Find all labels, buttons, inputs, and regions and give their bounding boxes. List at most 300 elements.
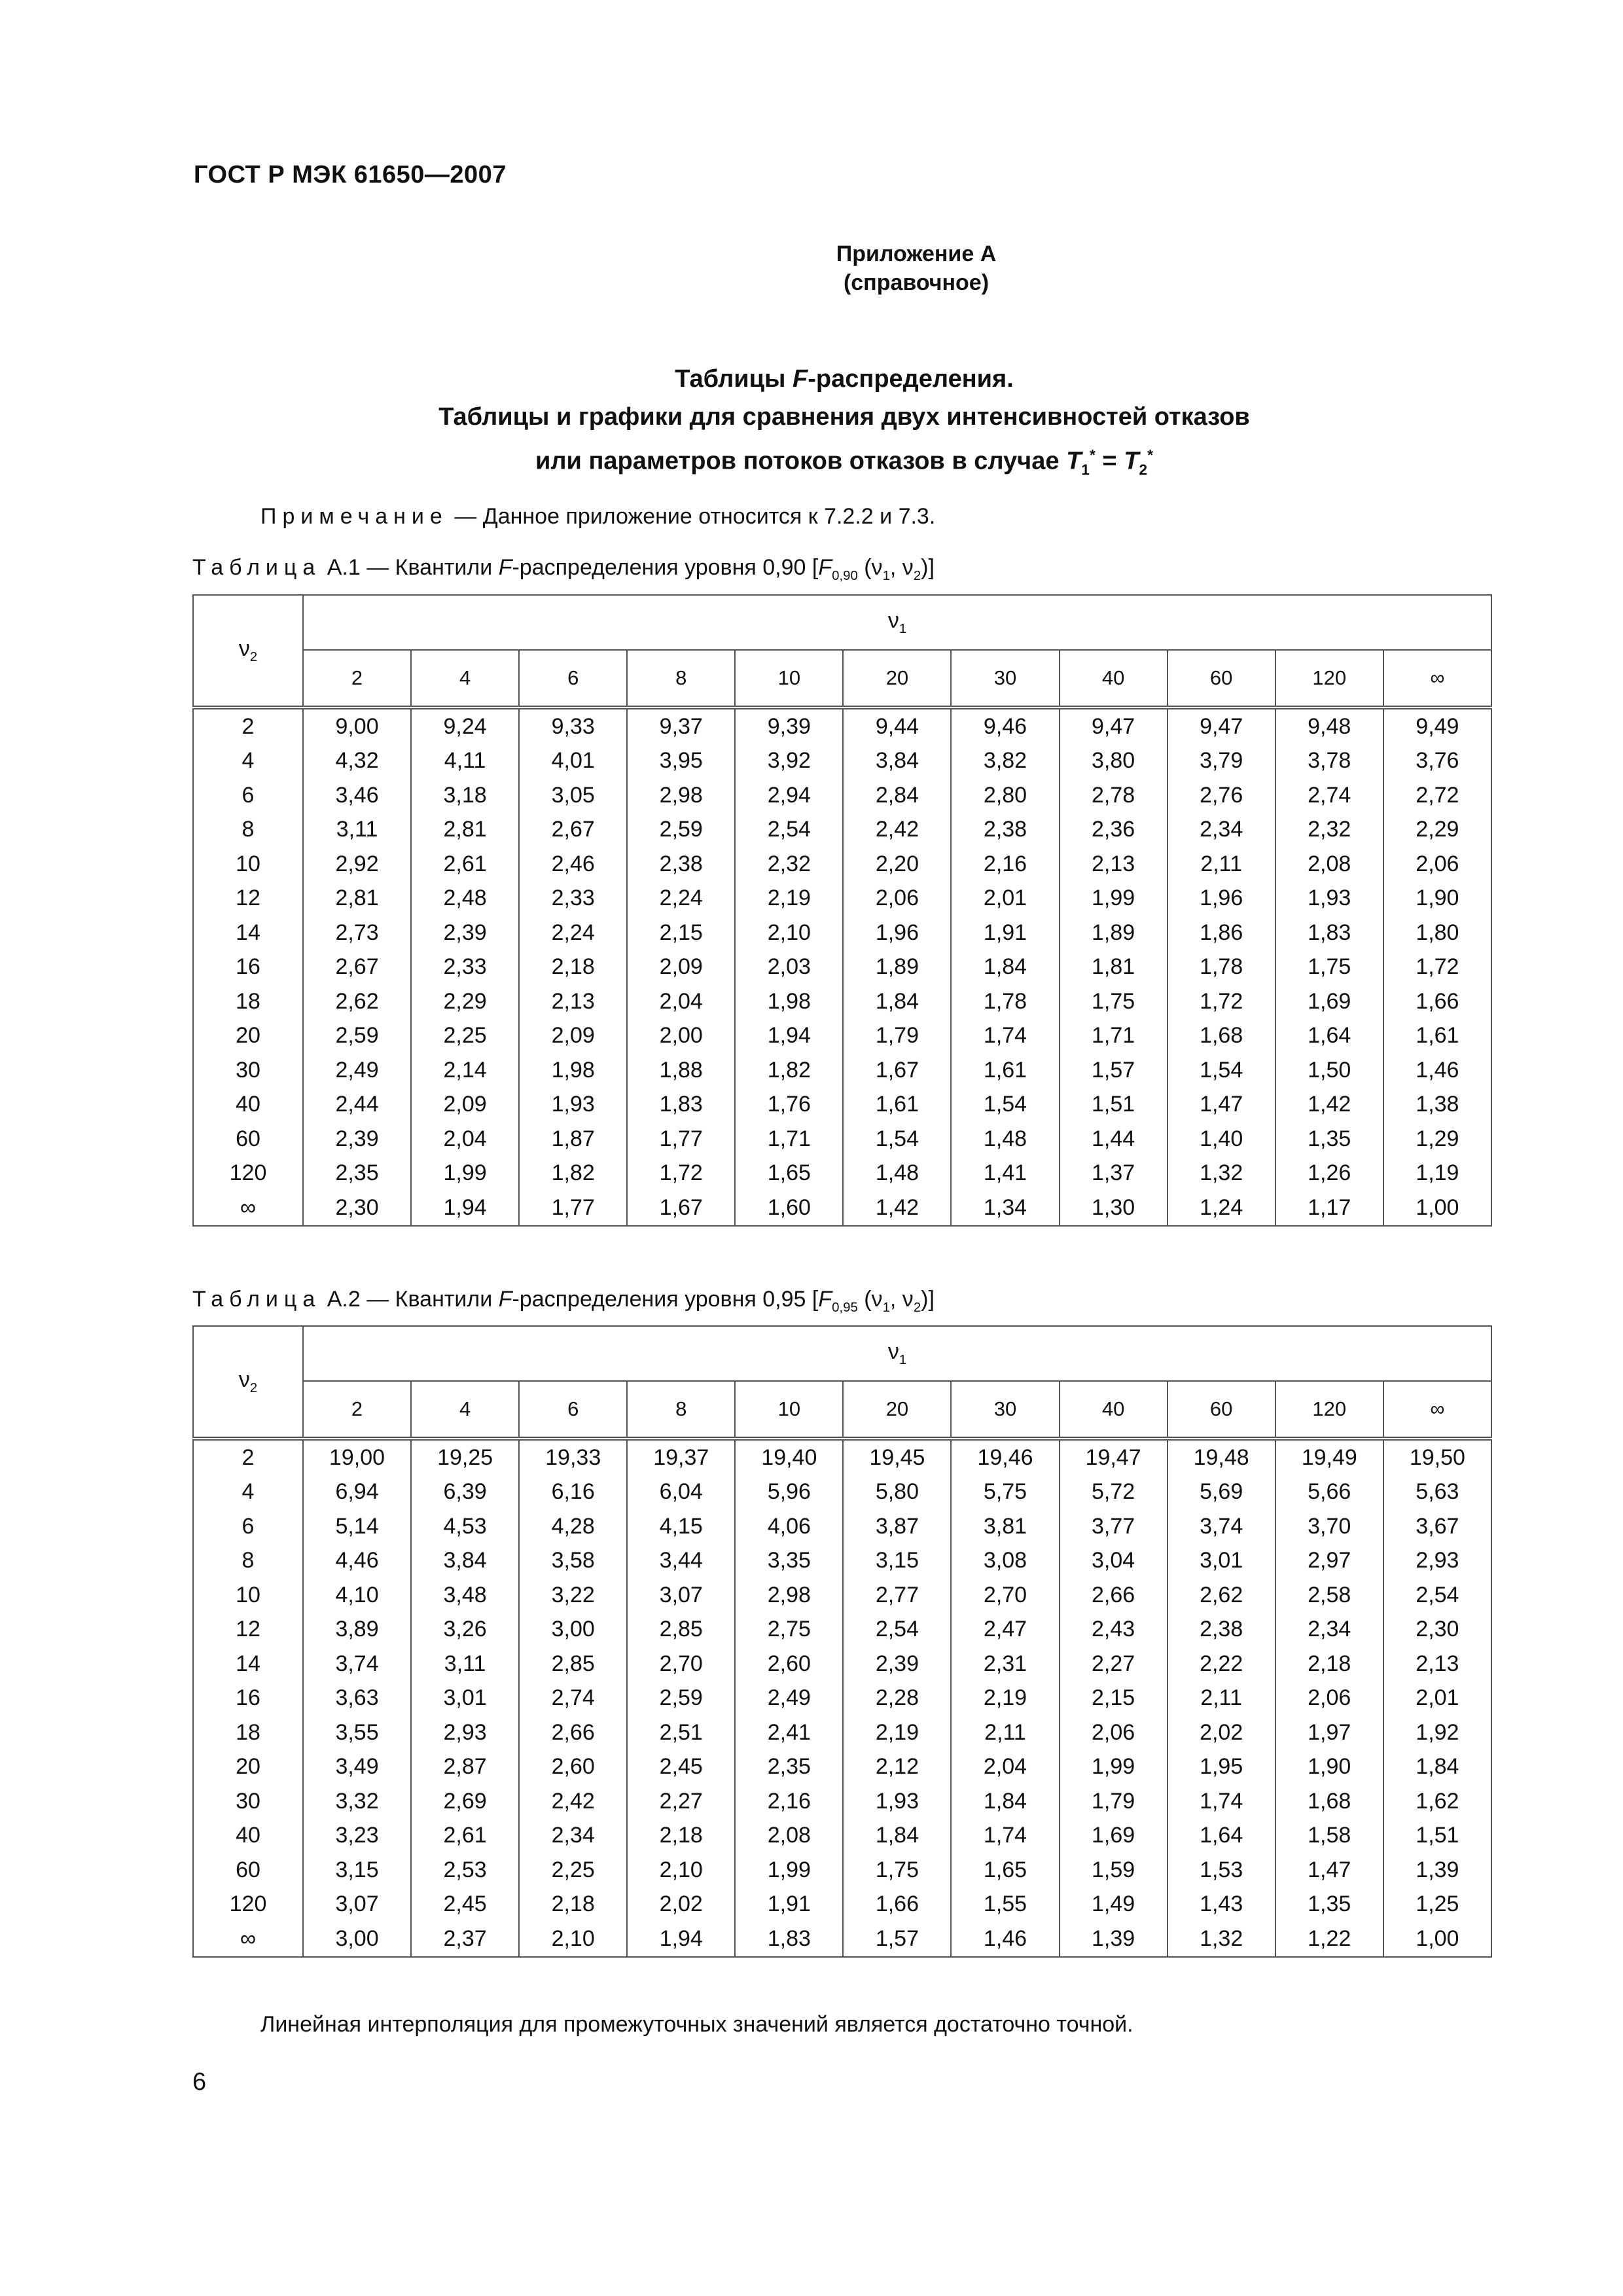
table-cell: 1,72 bbox=[1383, 950, 1491, 985]
table-cell: 1,54 bbox=[951, 1088, 1059, 1122]
table-row bbox=[193, 1613, 1491, 1647]
table-cell: 3,74 bbox=[303, 1647, 411, 1681]
table-cell: 1,59 bbox=[1060, 1853, 1168, 1888]
table-row bbox=[193, 1750, 1491, 1785]
table-cell: 3,76 bbox=[1383, 744, 1491, 779]
table-cell: 5,80 bbox=[843, 1475, 951, 1510]
table-cell: 2,06 bbox=[1275, 1681, 1383, 1716]
table-cell: 1,84 bbox=[1383, 1750, 1491, 1785]
appendix-heading bbox=[0, 240, 1623, 297]
table-cell: 1,39 bbox=[1060, 1922, 1168, 1957]
table-cell: 1,76 bbox=[735, 1088, 843, 1122]
table-cell: 3,15 bbox=[303, 1853, 411, 1888]
table-cell: 5,14 bbox=[303, 1509, 411, 1544]
table-cell: 1,32 bbox=[1168, 1157, 1275, 1191]
table-cell: 2,16 bbox=[951, 847, 1059, 882]
table-row bbox=[193, 1888, 1491, 1922]
table-cell: 2,45 bbox=[627, 1750, 735, 1785]
table-cell: 3,95 bbox=[627, 744, 735, 779]
table-cell: 1,68 bbox=[1275, 1784, 1383, 1819]
table-cell: 19,33 bbox=[519, 1439, 627, 1475]
table-cell: 2,18 bbox=[627, 1819, 735, 1854]
column-header: ∞ bbox=[1383, 1381, 1491, 1439]
table-cell: 1,26 bbox=[1275, 1157, 1383, 1191]
table-cell: 9,37 bbox=[627, 708, 735, 744]
table-row bbox=[193, 1157, 1491, 1191]
table-cell: 2,54 bbox=[843, 1613, 951, 1647]
table-cell: 1,61 bbox=[843, 1088, 951, 1122]
table-cell: 2,18 bbox=[519, 1888, 627, 1922]
table-cell: 1,90 bbox=[1275, 1750, 1383, 1785]
table-cell: 1,42 bbox=[843, 1191, 951, 1226]
table-cell: 1,39 bbox=[1383, 1853, 1491, 1888]
table-cell: 2,34 bbox=[1275, 1613, 1383, 1647]
title-line-1: Таблицы F-распределения. bbox=[675, 365, 1014, 393]
table-cell: 2,94 bbox=[735, 778, 843, 813]
row-label-cell: 4 bbox=[193, 1475, 303, 1510]
table-cell: 2,30 bbox=[1383, 1613, 1491, 1647]
table-cell: 1,22 bbox=[1275, 1922, 1383, 1957]
table-cell: 4,01 bbox=[519, 744, 627, 779]
column-header: 40 bbox=[1060, 650, 1168, 708]
title-line-3: или параметров потоков отказов в случае $T_1^* = T_2^*$ bbox=[535, 446, 1153, 478]
table-cell: 1,74 bbox=[951, 1019, 1059, 1054]
table-cell: 2,24 bbox=[519, 916, 627, 950]
column-header: 20 bbox=[843, 1381, 951, 1439]
table-cell: 3,32 bbox=[303, 1784, 411, 1819]
table-cell: 4,11 bbox=[411, 744, 519, 779]
table-cell: 2,16 bbox=[735, 1784, 843, 1819]
table-cell: 3,81 bbox=[951, 1509, 1059, 1544]
appendix-type: (справочное) bbox=[843, 270, 990, 295]
row-label-cell: 12 bbox=[193, 1613, 303, 1647]
column-header: 20 bbox=[843, 650, 951, 708]
row-label-cell: 8 bbox=[193, 1544, 303, 1579]
table-cell: 1,29 bbox=[1383, 1122, 1491, 1157]
row-label-cell: 10 bbox=[193, 847, 303, 882]
table-cell: 1,75 bbox=[1275, 950, 1383, 985]
table-cell: 1,72 bbox=[627, 1157, 735, 1191]
table-cell: 3,15 bbox=[843, 1544, 951, 1579]
table-cell: 1,83 bbox=[627, 1088, 735, 1122]
table-cell: 2,11 bbox=[1168, 847, 1275, 882]
row-label-cell: 10 bbox=[193, 1578, 303, 1613]
table-cell: 2,67 bbox=[519, 813, 627, 848]
table-cell: 1,47 bbox=[1168, 1088, 1275, 1122]
table-row bbox=[193, 813, 1491, 848]
row-label-cell: 60 bbox=[193, 1853, 303, 1888]
table-cell: 1,67 bbox=[627, 1191, 735, 1226]
table-cell: 2,03 bbox=[735, 950, 843, 985]
table-cell: 2,18 bbox=[1275, 1647, 1383, 1681]
table-cell: 1,30 bbox=[1060, 1191, 1168, 1226]
table-cell: 2,51 bbox=[627, 1715, 735, 1750]
table-cell: 3,18 bbox=[411, 778, 519, 813]
table-row bbox=[193, 1853, 1491, 1888]
column-header-row bbox=[193, 650, 1491, 708]
table-cell: 3,49 bbox=[303, 1750, 411, 1785]
row-label-cell: 8 bbox=[193, 813, 303, 848]
table-cell: 3,84 bbox=[411, 1544, 519, 1579]
table-cell: 2,93 bbox=[1383, 1544, 1491, 1579]
table-cell: 1,58 bbox=[1275, 1819, 1383, 1854]
table-cell: 5,66 bbox=[1275, 1475, 1383, 1510]
table-cell: 1,42 bbox=[1275, 1088, 1383, 1122]
table-cell: 3,11 bbox=[303, 813, 411, 848]
table-cell: 3,89 bbox=[303, 1613, 411, 1647]
row-label-cell: 6 bbox=[193, 778, 303, 813]
table-cell: 1,99 bbox=[735, 1853, 843, 1888]
row-label-cell: 40 bbox=[193, 1088, 303, 1122]
table-cell: 19,25 bbox=[411, 1439, 519, 1475]
row-label-cell: 6 bbox=[193, 1509, 303, 1544]
table-cell: 2,93 bbox=[411, 1715, 519, 1750]
table-cell: 3,55 bbox=[303, 1715, 411, 1750]
table-cell: 1,97 bbox=[1275, 1715, 1383, 1750]
row-label-cell: 4 bbox=[193, 744, 303, 779]
table-cell: 2,42 bbox=[519, 1784, 627, 1819]
table-cell: 2,01 bbox=[951, 882, 1059, 916]
table-cell: 2,08 bbox=[735, 1819, 843, 1854]
row-label-cell: 18 bbox=[193, 1715, 303, 1750]
table-cell: 1,91 bbox=[735, 1888, 843, 1922]
table-cell: 1,19 bbox=[1383, 1157, 1491, 1191]
table-cell: 4,15 bbox=[627, 1509, 735, 1544]
table-cell: 1,84 bbox=[951, 950, 1059, 985]
table-cell: 1,54 bbox=[1168, 1053, 1275, 1088]
table-cell: 2,34 bbox=[519, 1819, 627, 1854]
table-cell: 2,36 bbox=[1060, 813, 1168, 848]
table-cell: 2,67 bbox=[303, 950, 411, 985]
table-row bbox=[193, 1647, 1491, 1681]
row-label-cell: 16 bbox=[193, 950, 303, 985]
table-cell: 3,78 bbox=[1275, 744, 1383, 779]
table-row bbox=[193, 778, 1491, 813]
table-row bbox=[193, 950, 1491, 985]
table-row bbox=[193, 1784, 1491, 1819]
table-cell: 2,44 bbox=[303, 1088, 411, 1122]
table-cell: 9,24 bbox=[411, 708, 519, 744]
row-label-cell: 30 bbox=[193, 1053, 303, 1088]
table-cell: 2,06 bbox=[1060, 1715, 1168, 1750]
table-cell: 2,35 bbox=[303, 1157, 411, 1191]
table-cell: 1,94 bbox=[735, 1019, 843, 1054]
table-cell: 6,04 bbox=[627, 1475, 735, 1510]
table-cell: 2,58 bbox=[1275, 1578, 1383, 1613]
table-cell: 1,32 bbox=[1168, 1922, 1275, 1957]
table-cell: 1,75 bbox=[1060, 984, 1168, 1019]
table-row bbox=[193, 1191, 1491, 1226]
table-cell: 1,80 bbox=[1383, 916, 1491, 950]
table-cell: 3,46 bbox=[303, 778, 411, 813]
table-cell: 1,55 bbox=[951, 1888, 1059, 1922]
table-cell: 2,78 bbox=[1060, 778, 1168, 813]
table-cell: 1,82 bbox=[735, 1053, 843, 1088]
table-cell: 2,29 bbox=[411, 984, 519, 1019]
table-cell: 2,39 bbox=[411, 916, 519, 950]
table-cell: 1,86 bbox=[1168, 916, 1275, 950]
row-label-cell: 16 bbox=[193, 1681, 303, 1716]
table-cell: 2,27 bbox=[627, 1784, 735, 1819]
table-cell: 2,06 bbox=[1383, 847, 1491, 882]
table-cell: 2,00 bbox=[627, 1019, 735, 1054]
table-body bbox=[193, 708, 1491, 1226]
table-cell: 2,25 bbox=[519, 1853, 627, 1888]
table-cell: 19,37 bbox=[627, 1439, 735, 1475]
table-cell: 19,50 bbox=[1383, 1439, 1491, 1475]
table-cell: 2,66 bbox=[519, 1715, 627, 1750]
column-header: 8 bbox=[627, 1381, 735, 1439]
table-cell: 2,42 bbox=[843, 813, 951, 848]
table-cell: 1,00 bbox=[1383, 1191, 1491, 1226]
table-cell: 2,14 bbox=[411, 1053, 519, 1088]
table-cell: 19,00 bbox=[303, 1439, 411, 1475]
table-cell: 1,93 bbox=[1275, 882, 1383, 916]
table-cell: 2,31 bbox=[951, 1647, 1059, 1681]
table-row bbox=[193, 1019, 1491, 1054]
table-cell: 2,04 bbox=[627, 984, 735, 1019]
table-cell: 2,49 bbox=[735, 1681, 843, 1716]
table-cell: 2,18 bbox=[519, 950, 627, 985]
table-cell: 2,25 bbox=[411, 1019, 519, 1054]
table-cell: 19,49 bbox=[1275, 1439, 1383, 1475]
column-header: 6 bbox=[519, 1381, 627, 1439]
table-cell: 1,99 bbox=[1060, 1750, 1168, 1785]
table-cell: 5,72 bbox=[1060, 1475, 1168, 1510]
table-cell: 1,35 bbox=[1275, 1888, 1383, 1922]
table-cell: 2,37 bbox=[411, 1922, 519, 1957]
table-cell: 2,34 bbox=[1168, 813, 1275, 848]
table-cell: 2,61 bbox=[411, 847, 519, 882]
table-cell: 2,29 bbox=[1383, 813, 1491, 848]
table-cell: 4,32 bbox=[303, 744, 411, 779]
table-cell: 4,10 bbox=[303, 1578, 411, 1613]
table-cell: 2,97 bbox=[1275, 1544, 1383, 1579]
column-header: 2 bbox=[303, 1381, 411, 1439]
table-cell: 2,06 bbox=[843, 882, 951, 916]
table-cell: 1,79 bbox=[1060, 1784, 1168, 1819]
row-label-cell: 20 bbox=[193, 1750, 303, 1785]
table-cell: 2,98 bbox=[627, 778, 735, 813]
table-cell: 1,84 bbox=[843, 984, 951, 1019]
table-cell: 2,15 bbox=[627, 916, 735, 950]
table-cell: 1,71 bbox=[1060, 1019, 1168, 1054]
table-row bbox=[193, 1578, 1491, 1613]
table-cell: 3,44 bbox=[627, 1544, 735, 1579]
table-cell: 1,81 bbox=[1060, 950, 1168, 985]
table-cell: 1,24 bbox=[1168, 1191, 1275, 1226]
table-cell: 2,04 bbox=[951, 1750, 1059, 1785]
table-cell: 2,46 bbox=[519, 847, 627, 882]
table-cell: 3,23 bbox=[303, 1819, 411, 1854]
table-cell: 19,48 bbox=[1168, 1439, 1275, 1475]
appendix-title bbox=[0, 360, 1623, 488]
row-label-cell: 30 bbox=[193, 1784, 303, 1819]
table-cell: 1,48 bbox=[951, 1122, 1059, 1157]
row-label-cell: ∞ bbox=[193, 1191, 303, 1226]
table-cell: 1,72 bbox=[1168, 984, 1275, 1019]
table-cell: 3,35 bbox=[735, 1544, 843, 1579]
appendix-label: Приложение А bbox=[836, 242, 997, 266]
table-cell: 19,46 bbox=[951, 1439, 1059, 1475]
table-row bbox=[193, 1544, 1491, 1579]
table-cell: 1,65 bbox=[951, 1853, 1059, 1888]
table-cell: 1,60 bbox=[735, 1191, 843, 1226]
table-cell: 1,38 bbox=[1383, 1088, 1491, 1122]
table-cell: 2,92 bbox=[303, 847, 411, 882]
table-cell: 1,99 bbox=[411, 1157, 519, 1191]
table-cell: 2,12 bbox=[843, 1750, 951, 1785]
table-cell: 1,41 bbox=[951, 1157, 1059, 1191]
row-label-cell: 2 bbox=[193, 708, 303, 744]
table-cell: 1,61 bbox=[951, 1053, 1059, 1088]
table-cell: 3,04 bbox=[1060, 1544, 1168, 1579]
table-cell: 19,47 bbox=[1060, 1439, 1168, 1475]
table-row bbox=[193, 984, 1491, 1019]
table-a1 bbox=[192, 594, 1492, 1227]
table-cell: 2,39 bbox=[303, 1122, 411, 1157]
column-header: 4 bbox=[411, 650, 519, 708]
table-cell: 1,49 bbox=[1060, 1888, 1168, 1922]
table-cell: 2,02 bbox=[1168, 1715, 1275, 1750]
column-header: 10 bbox=[735, 1381, 843, 1439]
column-header: 120 bbox=[1275, 1381, 1383, 1439]
table-cell: 2,11 bbox=[951, 1715, 1059, 1750]
table-cell: 1,46 bbox=[951, 1922, 1059, 1957]
table-cell: 3,58 bbox=[519, 1544, 627, 1579]
row-label-cell: 120 bbox=[193, 1157, 303, 1191]
table-cell: 2,77 bbox=[843, 1578, 951, 1613]
column-header: 60 bbox=[1168, 1381, 1275, 1439]
column-header: 120 bbox=[1275, 650, 1383, 708]
table-cell: 2,74 bbox=[1275, 778, 1383, 813]
table-cell: 1,61 bbox=[1383, 1019, 1491, 1054]
table-cell: 1,90 bbox=[1383, 882, 1491, 916]
document-header: ГОСТ Р МЭК 61650—2007 bbox=[194, 161, 507, 188]
table-cell: 1,51 bbox=[1060, 1088, 1168, 1122]
table-cell: 1,78 bbox=[1168, 950, 1275, 985]
table-cell: 1,79 bbox=[843, 1019, 951, 1054]
table-cell: 1,95 bbox=[1168, 1750, 1275, 1785]
table-cell: 2,38 bbox=[627, 847, 735, 882]
table-cell: 2,30 bbox=[303, 1191, 411, 1226]
table-cell: 1,64 bbox=[1168, 1819, 1275, 1854]
table-cell: 2,81 bbox=[411, 813, 519, 848]
table-row bbox=[193, 1681, 1491, 1716]
column-group-header-nu1: $\nu_1$ bbox=[303, 1326, 1491, 1381]
table-cell: 6,16 bbox=[519, 1475, 627, 1510]
table-row bbox=[193, 1715, 1491, 1750]
column-header: 30 bbox=[951, 650, 1059, 708]
table-cell: 1,83 bbox=[1275, 916, 1383, 950]
row-label-cell: 14 bbox=[193, 1647, 303, 1681]
table-cell: 2,85 bbox=[627, 1613, 735, 1647]
table-cell: 2,98 bbox=[735, 1578, 843, 1613]
table-cell: 2,01 bbox=[1383, 1681, 1491, 1716]
table-cell: 2,60 bbox=[519, 1750, 627, 1785]
table-cell: 2,13 bbox=[1060, 847, 1168, 882]
table-cell: 2,22 bbox=[1168, 1647, 1275, 1681]
table-cell: 2,32 bbox=[735, 847, 843, 882]
table-row bbox=[193, 1922, 1491, 1957]
row-label-cell: 14 bbox=[193, 916, 303, 950]
table-cell: 1,89 bbox=[843, 950, 951, 985]
column-header: 60 bbox=[1168, 650, 1275, 708]
table-row bbox=[193, 708, 1491, 744]
table-cell: 3,11 bbox=[411, 1647, 519, 1681]
table-cell: 2,85 bbox=[519, 1647, 627, 1681]
page-number: 6 bbox=[192, 2068, 207, 2096]
table-cell: 5,75 bbox=[951, 1475, 1059, 1510]
table-cell: 1,54 bbox=[843, 1122, 951, 1157]
table-cell: 2,69 bbox=[411, 1784, 519, 1819]
table-cell: 2,27 bbox=[1060, 1647, 1168, 1681]
table-cell: 1,47 bbox=[1275, 1853, 1383, 1888]
table-cell: 1,98 bbox=[735, 984, 843, 1019]
table-cell: 2,11 bbox=[1168, 1681, 1275, 1716]
table-cell: 3,26 bbox=[411, 1613, 519, 1647]
table-cell: 2,10 bbox=[627, 1853, 735, 1888]
table-cell: 1,98 bbox=[519, 1053, 627, 1088]
table-cell: 1,50 bbox=[1275, 1053, 1383, 1088]
table-cell: 4,28 bbox=[519, 1509, 627, 1544]
row-label-cell: 2 bbox=[193, 1439, 303, 1475]
table-cell: 1,77 bbox=[627, 1122, 735, 1157]
table-cell: 2,13 bbox=[519, 984, 627, 1019]
table-cell: 2,33 bbox=[411, 950, 519, 985]
table-row bbox=[193, 1053, 1491, 1088]
table-cell: 2,53 bbox=[411, 1853, 519, 1888]
table-cell: 9,49 bbox=[1383, 708, 1491, 744]
table-cell: 3,92 bbox=[735, 744, 843, 779]
table-cell: 1,69 bbox=[1060, 1819, 1168, 1854]
table-cell: 2,09 bbox=[519, 1019, 627, 1054]
table-row bbox=[193, 744, 1491, 779]
table-cell: 1,67 bbox=[843, 1053, 951, 1088]
column-header: 10 bbox=[735, 650, 843, 708]
table-cell: 1,91 bbox=[951, 916, 1059, 950]
table-cell: 2,41 bbox=[735, 1715, 843, 1750]
table-cell: 1,93 bbox=[843, 1784, 951, 1819]
table-cell: 3,48 bbox=[411, 1578, 519, 1613]
table-a2 bbox=[192, 1325, 1492, 1958]
table-cell: 3,84 bbox=[843, 744, 951, 779]
row-header-nu2: $\nu_2$ bbox=[193, 595, 303, 708]
row-label-cell: ∞ bbox=[193, 1922, 303, 1957]
table-cell: 1,35 bbox=[1275, 1122, 1383, 1157]
table-cell: 4,06 bbox=[735, 1509, 843, 1544]
table-cell: 9,47 bbox=[1060, 708, 1168, 744]
table-cell: 6,39 bbox=[411, 1475, 519, 1510]
table-cell: 1,78 bbox=[951, 984, 1059, 1019]
table-cell: 2,84 bbox=[843, 778, 951, 813]
table-cell: 2,66 bbox=[1060, 1578, 1168, 1613]
table-row bbox=[193, 882, 1491, 916]
table-cell: 2,76 bbox=[1168, 778, 1275, 813]
table-cell: 3,80 bbox=[1060, 744, 1168, 779]
table-cell: 1,00 bbox=[1383, 1922, 1491, 1957]
table-cell: 2,62 bbox=[303, 984, 411, 1019]
column-header: 4 bbox=[411, 1381, 519, 1439]
table-cell: 3,82 bbox=[951, 744, 1059, 779]
table-cell: 2,32 bbox=[1275, 813, 1383, 848]
column-header: 6 bbox=[519, 650, 627, 708]
table-cell: 1,94 bbox=[627, 1922, 735, 1957]
table-cell: 2,70 bbox=[627, 1647, 735, 1681]
table-cell: 1,93 bbox=[519, 1088, 627, 1122]
column-group-header-nu1: $\nu_1$ bbox=[303, 595, 1491, 650]
table-cell: 3,63 bbox=[303, 1681, 411, 1716]
